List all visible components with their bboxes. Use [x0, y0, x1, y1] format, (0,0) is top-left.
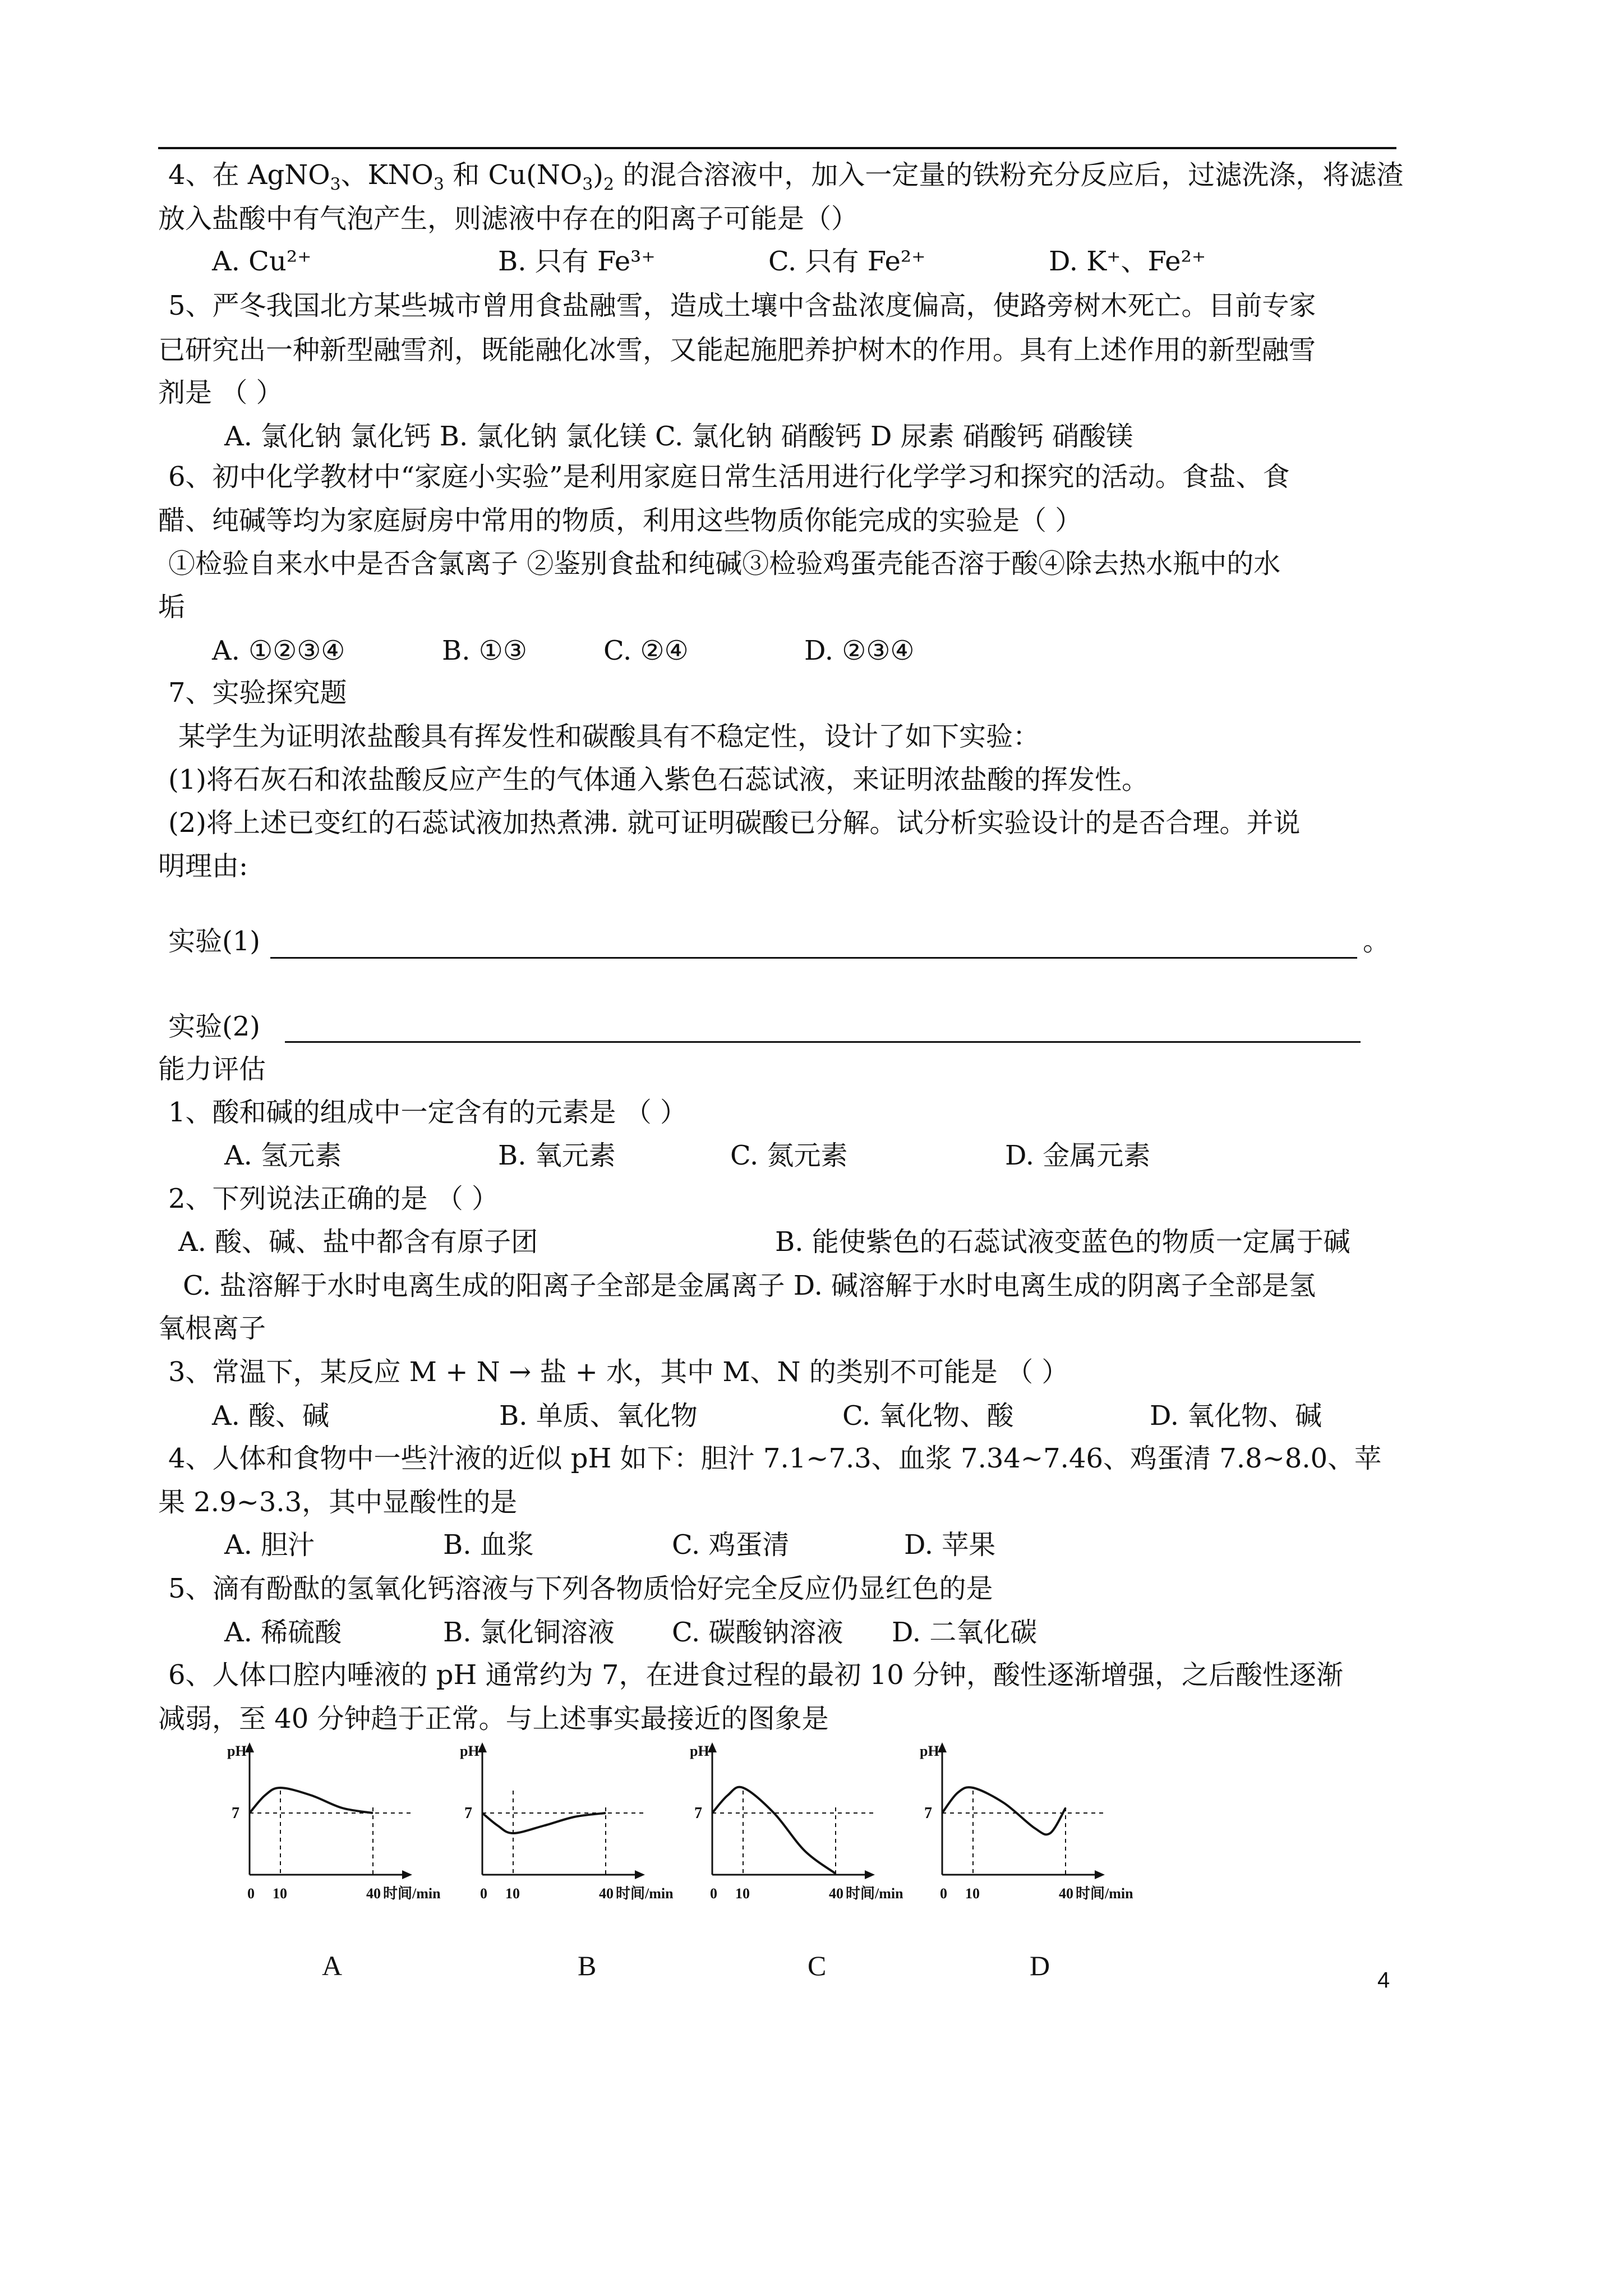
e2-option-b: B. 能使紫色的石蕊试液变蓝色的物质一定属于碱	[775, 1226, 1350, 1258]
x-tick-0: 0	[480, 1885, 487, 1902]
e4-option-a: A. 胆汁	[224, 1529, 315, 1561]
y-axis-label: pH	[227, 1743, 247, 1759]
e2-stem: 2、下列说法正确的是 （ ）	[168, 1183, 499, 1214]
q6-option-b: B. ①③	[442, 635, 527, 666]
y-axis-label: pH	[690, 1743, 709, 1759]
q4-line1: 4、在 AgNO$_3$、$KNO_3$ 和 $Cu(NO_3)_2$ 的混合溶液中，加入一定量的铁粉充分反应后，过滤洗涤，将滤渣	[168, 159, 1404, 195]
y-axis-label: pH	[920, 1743, 939, 1759]
e4-option-d: D. 苹果	[904, 1529, 996, 1561]
q6-line4: 垢	[158, 591, 186, 623]
x-axis-arrow	[865, 1870, 875, 1879]
q7-title: 7、实验探究题	[168, 677, 347, 708]
x-axis-arrow	[1095, 1870, 1105, 1879]
y-tick-7: 7	[694, 1805, 702, 1822]
y-tick-7: 7	[924, 1805, 932, 1822]
q4-line2: 放入盐酸中有气泡产生，则滤液中存在的阳离子可能是（）	[158, 203, 859, 234]
ph-chart-d	[920, 1734, 1155, 1914]
x-axis-label: 时间/min	[1076, 1885, 1133, 1902]
e4-line2: 果 2.9~3.3，其中显酸性的是	[158, 1487, 518, 1518]
ph-curve-c	[712, 1787, 836, 1874]
ph-chart-a	[227, 1734, 463, 1914]
e5-option-c: C. 碳酸钠溶液	[672, 1617, 843, 1648]
e2-option-c: C. 盐溶解于水时电离生成的阳离子全部是金属离子 D. 碱溶解于水时电离生成的阴离子全部是氢	[183, 1270, 1316, 1301]
ph-curve-d	[942, 1787, 1066, 1834]
q7-step1: (1)将石灰石和浓盐酸反应产生的气体通入紫色石蕊试液，来证明浓盐酸的挥发性。	[168, 764, 1149, 795]
q7-step2a: (2)将上述已变红的石蕊试液加热煮沸. 就可证明碳酸已分解。试分析实验设计的是否合理。并说	[168, 807, 1301, 839]
e4-option-b: B. 血浆	[443, 1529, 534, 1561]
e3-option-c: C. 氧化物、酸	[842, 1400, 1014, 1432]
x-tick-40: 40	[599, 1885, 614, 1902]
q7-exp1-label: 实验(1)	[168, 926, 260, 957]
page-number: 4	[1377, 1968, 1390, 1993]
e2-option-a: A. 酸、碱、盐中都含有原子团	[178, 1226, 538, 1258]
x-tick-0: 0	[710, 1885, 717, 1902]
e1-stem: 1、酸和碱的组成中一定含有的元素是 （ ）	[168, 1097, 688, 1128]
q6-line1: 6、初中化学教材中“家庭小实验”是利用家庭日常生活用进行化学学习和探究的活动。食盐、食	[168, 461, 1290, 493]
x-tick-0: 0	[940, 1885, 947, 1902]
q7-step2b: 明理由:	[158, 850, 248, 882]
q6-line2: 醋、纯碱等均为家庭厨房中常用的物质，利用这些物质你能完成的实验是（ ）	[158, 505, 1082, 536]
ph-chart-b	[460, 1734, 695, 1914]
chart-label-c: C	[808, 1950, 827, 1981]
q4-option-c: C. 只有 Fe²⁺	[768, 246, 926, 277]
chart-label-a: A	[322, 1950, 343, 1981]
y-tick-7: 7	[464, 1805, 472, 1822]
e6-line1: 6、人体口腔内唾液的 pH 通常约为 7，在进食过程的最初 10 分钟，酸性逐渐增强，之后酸性逐渐	[168, 1659, 1344, 1691]
q7-exp1-end: 。	[1363, 926, 1390, 957]
e4-option-c: C. 鸡蛋清	[672, 1529, 790, 1561]
q7-exp2-label: 实验(2)	[168, 1011, 260, 1042]
x-tick-40: 40	[829, 1885, 843, 1902]
e4-line1: 4、人体和食物中一些汁液的近似 pH 如下：胆汁 7.1~7.3、血浆 7.34~7.46、鸡蛋清 7.8~8.0、苹	[168, 1443, 1382, 1474]
e1-option-d: D. 金属元素	[1005, 1140, 1151, 1171]
ph-curve-b	[482, 1813, 606, 1833]
e3-option-b: B. 单质、氧化物	[499, 1400, 698, 1432]
y-axis-label: pH	[460, 1743, 479, 1759]
e1-option-a: A. 氢元素	[224, 1140, 342, 1171]
x-axis-arrow	[402, 1870, 412, 1879]
x-tick-0: 0	[247, 1885, 255, 1902]
q7-exp2-answer-line[interactable]	[285, 1041, 1361, 1043]
x-axis-label: 时间/min	[846, 1885, 903, 1902]
x-tick-40: 40	[366, 1885, 381, 1902]
e1-option-b: B. 氧元素	[498, 1140, 616, 1171]
e5-option-d: D. 二氧化碳	[892, 1617, 1038, 1648]
q6-option-c: C. ②④	[603, 635, 689, 666]
x-tick-10: 10	[965, 1885, 980, 1902]
x-axis-label: 时间/min	[616, 1885, 674, 1902]
q4-option-b: B. 只有 Fe³⁺	[498, 246, 656, 277]
q5-line1: 5、严冬我国北方某些城市曾用食盐融雪，造成土壤中含盐浓度偏高，使路旁树木死亡。目前专家	[168, 290, 1316, 321]
x-tick-10: 10	[735, 1885, 750, 1902]
q5-options: A. 氯化钠 氯化钙 B. 氯化钠 氯化镁 C. 氯化钠 硝酸钙 D 尿素 硝酸钙 硝酸镁	[224, 421, 1133, 452]
e3-option-a: A. 酸、碱	[212, 1400, 330, 1432]
q4-option-a: A. Cu²⁺	[212, 246, 312, 277]
q6-option-d: D. ②③④	[804, 635, 915, 666]
q7-exp1-answer-line[interactable]	[270, 957, 1357, 959]
x-tick-10: 10	[505, 1885, 520, 1902]
chart-label-d: D	[1030, 1950, 1050, 1981]
q5-line2: 已研究出一种新型融雪剂，既能融化冰雪，又能起施肥养护树木的作用。具有上述作用的新型融雪	[158, 334, 1316, 366]
x-tick-40: 40	[1059, 1885, 1073, 1902]
chart-label-b: B	[578, 1950, 597, 1981]
q6-line3: ①检验自来水中是否含氯离子 ②鉴别食盐和纯碱③检验鸡蛋壳能否溶于酸④除去热水瓶中的水	[168, 548, 1281, 579]
q7-intro: 某学生为证明浓盐酸具有挥发性和碳酸具有不稳定性，设计了如下实验：	[178, 721, 1040, 752]
y-tick-7: 7	[232, 1805, 239, 1822]
x-axis-label: 时间/min	[383, 1885, 441, 1902]
e5-option-a: A. 稀硫酸	[224, 1617, 342, 1648]
ph-chart-c	[690, 1734, 925, 1914]
e5-option-b: B. 氯化铜溶液	[443, 1617, 615, 1648]
q6-option-a: A. ①②③④	[212, 635, 345, 666]
e5-stem: 5、滴有酚酞的氢氧化钙溶液与下列各物质恰好完全反应仍显红色的是	[168, 1573, 993, 1604]
e6-line2: 减弱，至 40 分钟趋于正常。与上述事实最接近的图象是	[158, 1703, 829, 1734]
e1-option-c: C. 氮元素	[730, 1140, 848, 1171]
q4-option-d: D. K⁺、Fe²⁺	[1049, 246, 1206, 277]
q5-line3: 剂是 （ ）	[158, 377, 283, 408]
ph-curve-a	[250, 1788, 373, 1813]
x-tick-10: 10	[273, 1885, 287, 1902]
section-title: 能力评估	[158, 1053, 266, 1085]
e3-stem: 3、常温下，某反应 M + N → 盐 + 水，其中 M、N 的类别不可能是 （ ）	[168, 1356, 1069, 1388]
e2-option-c-cont: 氧根离子	[158, 1313, 266, 1344]
x-axis-arrow	[635, 1870, 645, 1879]
e3-option-d: D. 氧化物、碱	[1150, 1400, 1322, 1432]
header-rule	[158, 147, 1396, 149]
